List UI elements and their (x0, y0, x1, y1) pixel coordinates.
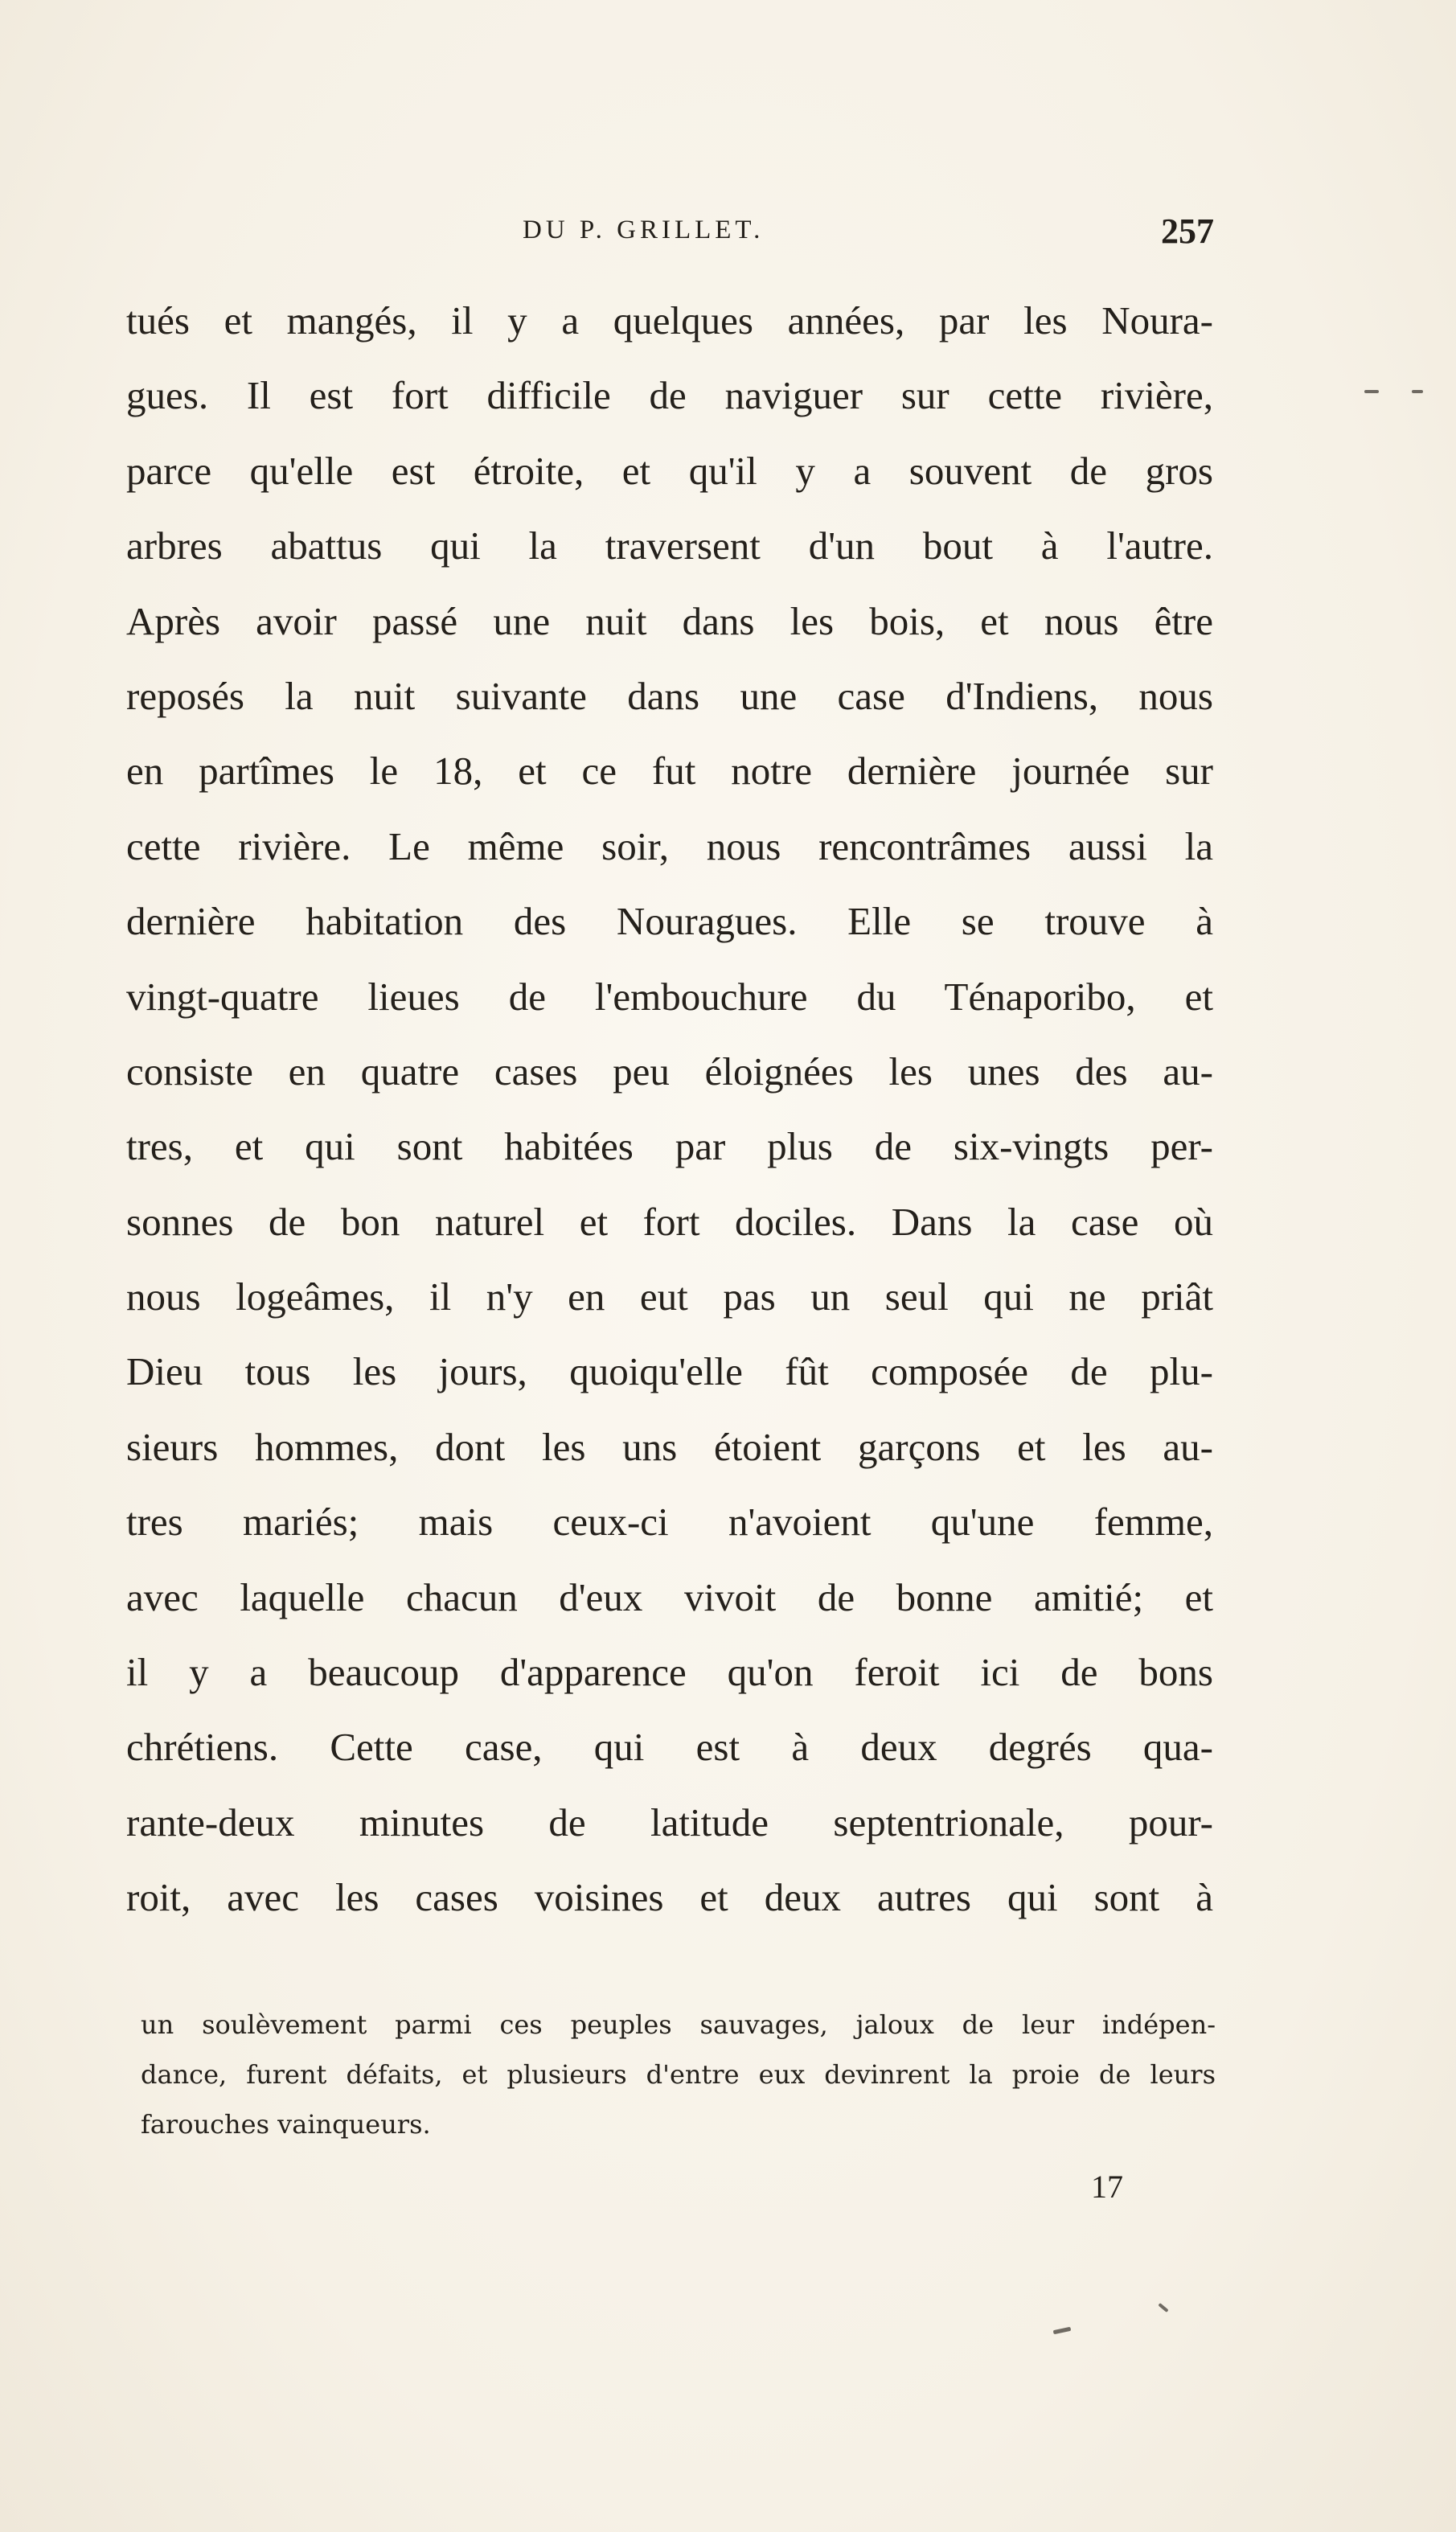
body-line: roit, avec les cases voisines et deux autres qui sont à (126, 1875, 1213, 1920)
body-line: Après avoir passé une nuit dans les bois, et nous être (126, 598, 1213, 643)
signature-mark: 17 (1091, 2169, 1123, 2205)
body-line: tres, et qui sont habitées par plus de six-vingts per- (126, 1124, 1213, 1169)
body-line: vingt-quatre lieues de l'embouchure du Ténaporibo, et (126, 974, 1213, 1019)
body-line: consiste en quatre cases peu éloignées les unes des au- (126, 1049, 1213, 1094)
page-header (129, 211, 1214, 259)
body-line: gues. Il est fort difficile de naviguer sur cette rivière, (126, 373, 1213, 418)
footnote-line: farouches vainqueurs. (141, 2109, 431, 2140)
body-line: reposés la nuit suivante dans une case d'Indiens, nous (126, 673, 1213, 718)
body-line: tués et mangés, il y a quelques années, par les Noura- (126, 298, 1213, 343)
footnote (141, 2000, 1216, 2149)
body-text (126, 283, 1213, 1935)
paper-speck (1158, 2303, 1168, 2312)
body-line: sieurs hommes, dont les uns étoient garçons et les au- (126, 1424, 1213, 1469)
body-line: dernière habitation des Nouragues. Elle se trouve à (126, 899, 1213, 944)
running-head: DU P. GRILLET. (523, 215, 765, 244)
body-line: en partîmes le 18, et ce fut notre dernière journée sur (126, 749, 1213, 794)
body-line: avec laquelle chacun d'eux vivoit de bonne amitié; et (126, 1574, 1213, 1619)
body-line: Dieu tous les jours, quoiqu'elle fût composée de plu- (126, 1349, 1213, 1394)
body-line: tres mariés; mais ceux-ci n'avoient qu'une femme, (126, 1500, 1213, 1545)
body-line: il y a beaucoup d'apparence qu'on feroit ici de bons (126, 1650, 1213, 1695)
body-line: rante-deux minutes de latitude septentrionale, pour- (126, 1799, 1213, 1845)
body-line: cette rivière. Le même soir, nous rencontrâmes aussi la (126, 823, 1213, 868)
body-line: sonnes de bon naturel et fort dociles. Dans la case où (126, 1199, 1213, 1244)
paper-speck (1053, 2327, 1072, 2334)
footnote-line: dance, furent défaits, et plusieurs d'entre eux devinrent la proie de leurs (141, 2059, 1216, 2090)
page-number: 257 (1161, 211, 1214, 251)
body-line: parce qu'elle est étroite, et qu'il y a souvent de gros (126, 448, 1213, 493)
body-line: nous logeâmes, il n'y en eut pas un seul qui ne priât (126, 1274, 1213, 1319)
body-line: chrétiens. Cette case, qui est à deux degrés qua- (126, 1725, 1213, 1770)
paper-speck (1412, 390, 1423, 393)
paper-speck (1364, 390, 1379, 393)
body-line: arbres abattus qui la traversent d'un bout à l'autre. (126, 523, 1213, 568)
footnote-line: un soulèvement parmi ces peuples sauvages, jaloux de leur indépen- (141, 2009, 1216, 2040)
